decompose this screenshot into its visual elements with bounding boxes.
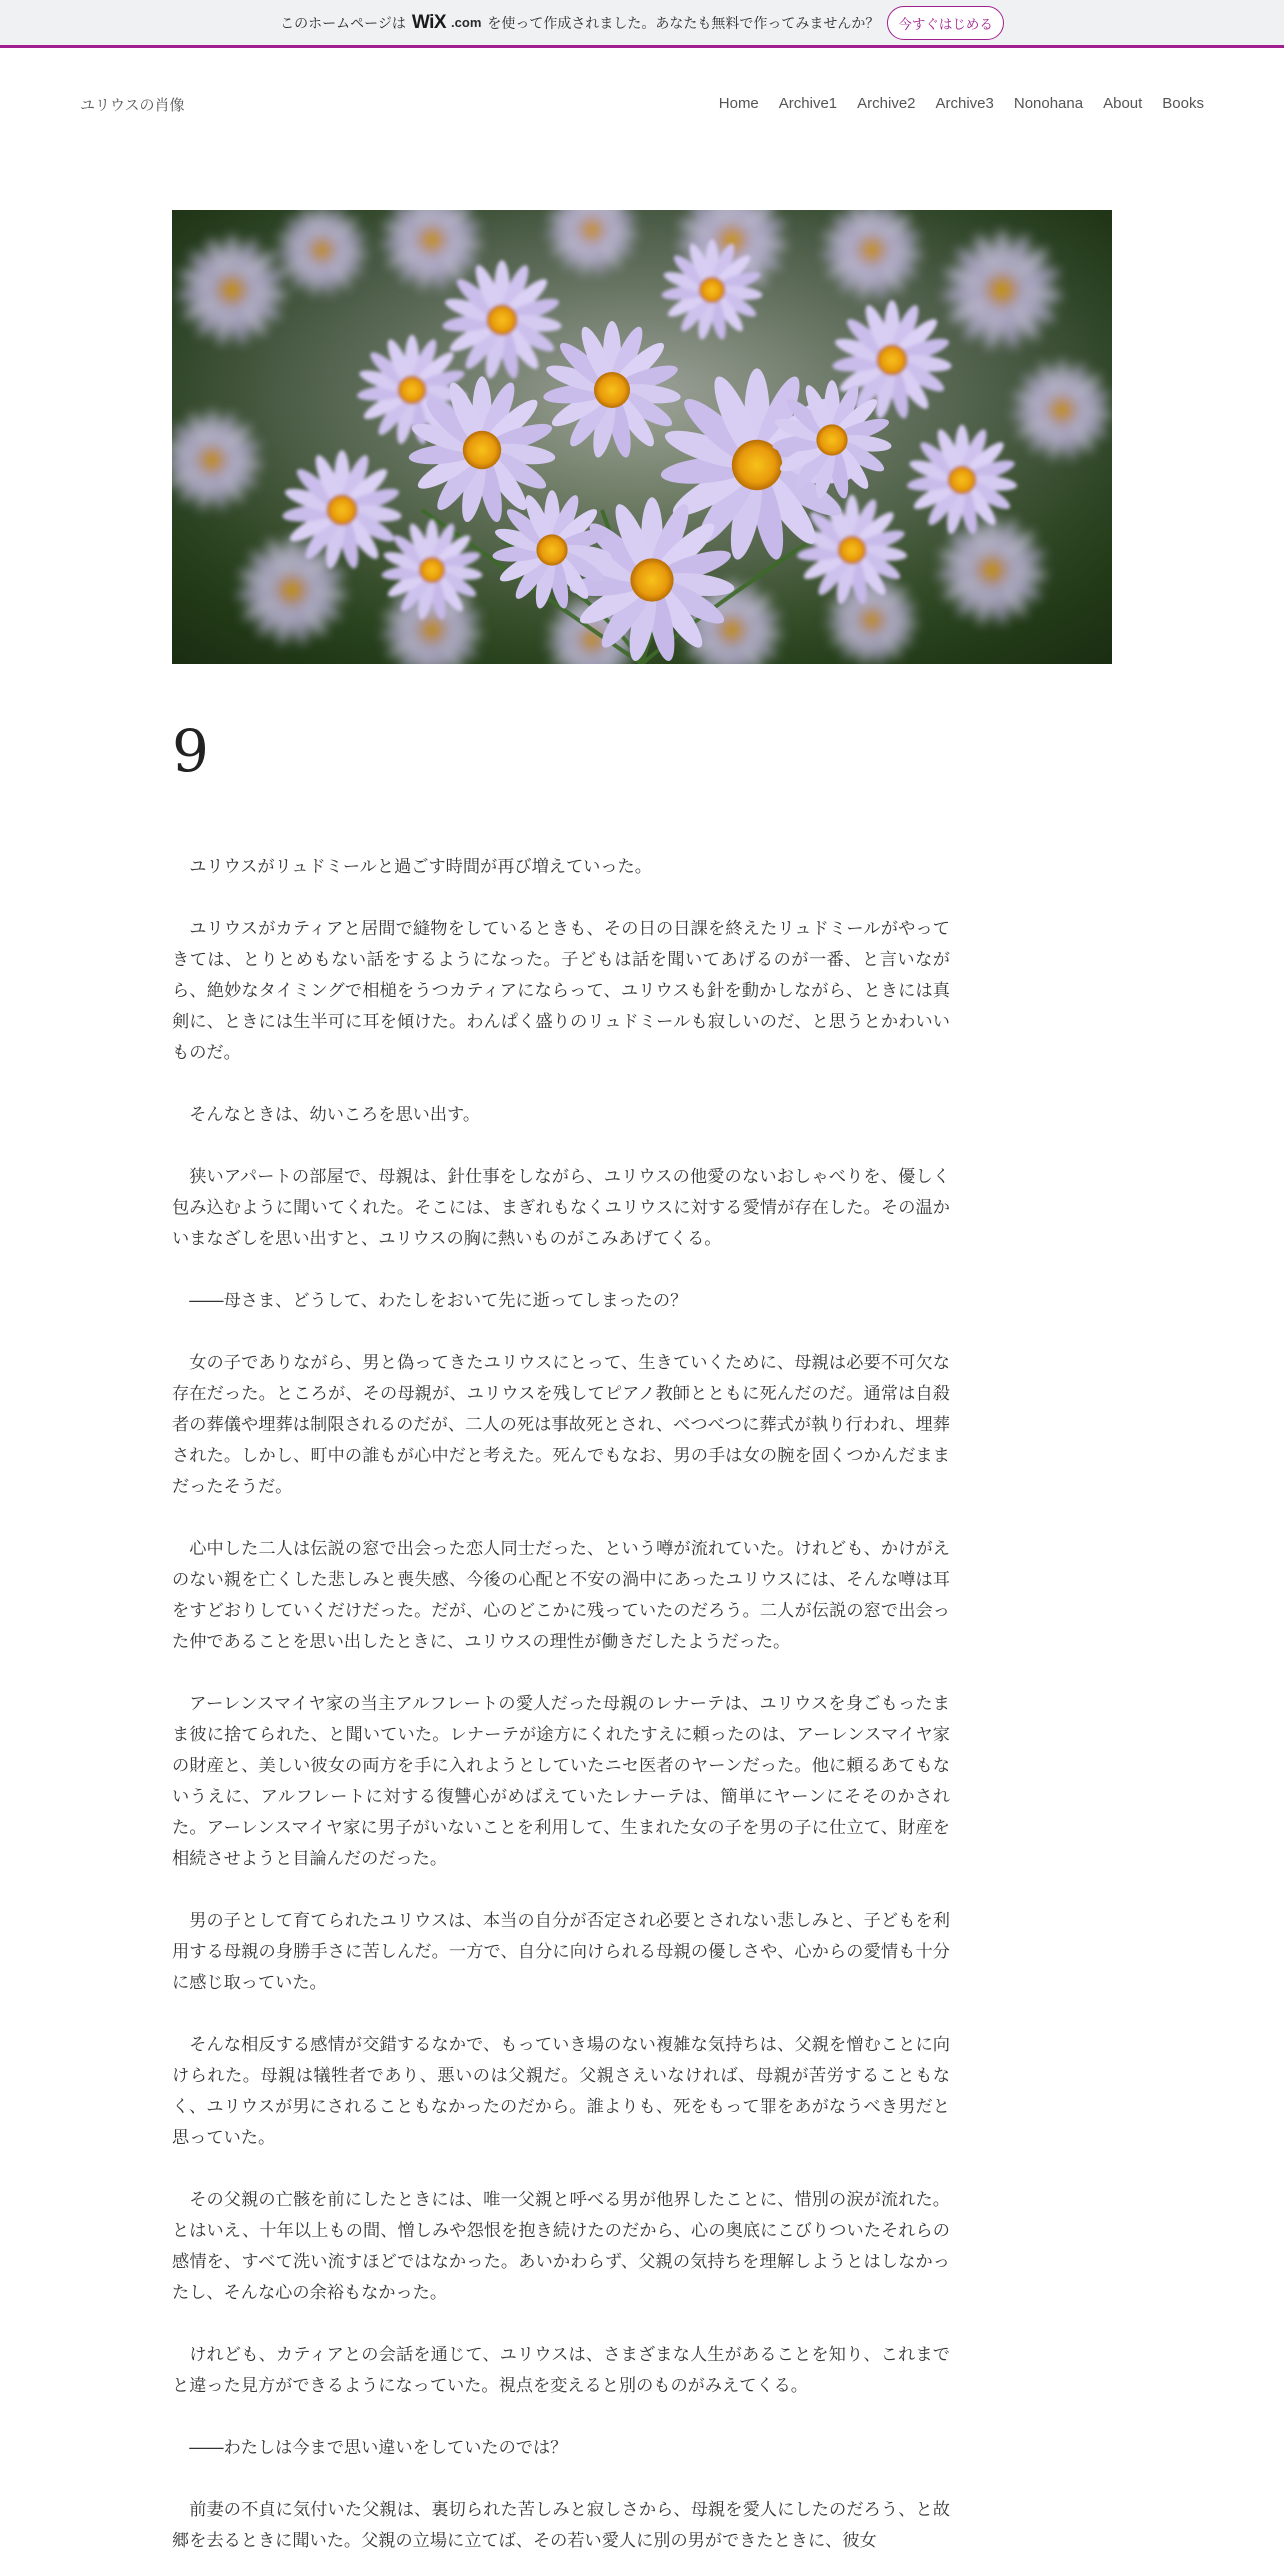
nav-item-about[interactable]: About: [1103, 95, 1143, 112]
paragraph: けれども、カティアとの会話を通じて、ユリウスは、さまざまな人生があることを知り、これまでと違った見方ができるようになっていた。視点を変えると別のものがみえてくる。: [172, 2345, 950, 2396]
paragraph: 心中した二人は伝説の窓で出会った恋人同士だった、という噂が流れていた。けれども、かけがえのない親を亡くした悲しみと喪失感、今後の心配と不安の渦中にあったユリウスには、そんな噂は耳をすどおりしていくだけだった。だが、心のどこかに残っていたのだろう。二人が伝説の窓で出会った仲であることを思い出したときに、ユリウスの理性が働きだしたようだった。: [172, 1539, 950, 1652]
paragraph: ――母さま、どうして、わたしをおいて先に逝ってしまったの？: [189, 1291, 688, 1311]
banner-post-text: を使って作成されました。あなたも無料で作ってみませんか？: [487, 15, 880, 32]
nav-item-home[interactable]: Home: [718, 95, 759, 112]
flower-illustration: [172, 210, 1112, 664]
article-body: [172, 852, 950, 2568]
paragraph: 前妻の不貞に気付いた父親は、裏切られた苦しみと寂しさから、母親を愛人にしたのだろう、と故郷を去るときに聞いた。父親の立場に立てば、その若い愛人に別の男ができたときに、彼女: [172, 2500, 950, 2551]
nav-item-archive1[interactable]: Archive1: [778, 95, 838, 112]
paragraph: アーレンスマイヤ家の当主アルフレートの愛人だった母親のレナーテは、ユリウスを身ごもったまま彼に捨てられた、と聞いていた。レナーテが途方にくれたすえに頼ったのは、アーレンスマイヤ家の財産と、美しい彼女の両方を手に入れようとしていたニセ医者のヤーンだった。他に頼るあてもないうえに、アルフレートに対する復讐心がめばえていたレナーテは、簡単にヤーンにそそのかされた。アーレンスマイヤ家に男子がいないことを利用して、生まれた女の子を男の子に仕立て、財産を相続させようと目論んだのだった。: [172, 1694, 950, 1869]
nav-item-archive2[interactable]: Archive2: [857, 95, 916, 112]
nav-item-books[interactable]: Books: [1162, 95, 1204, 112]
site-title[interactable]: ユリウスの肖像: [80, 96, 185, 114]
paragraph: 狭いアパートの部屋で、母親は、針仕事をしながら、ユリウスの他愛のないおしゃべりを、優しく包み込むように聞いてくれた。そこには、まぎれもなくユリウスに対する愛情が存在した。その温かいまなざしを思い出すと、ユリウスの胸に熱いものがこみあげてくる。: [172, 1167, 950, 1249]
wix-promo-banner: [0, 0, 1284, 48]
paragraph: そんな相反する感情が交錯するなかで、もっていき場のない複雑な気持ちは、父親を憎むことに向けられた。母親は犠牲者であり、悪いのは父親だ。父親さえいなければ、母親が苦労することもなく、ユリウスが男にされることもなかったのだから。誰よりも、死をもって罪をあがなうべき男だと思っていた。: [172, 2035, 950, 2148]
paragraph: ユリウスがリュドミールと過ごす時間が再び増えていった。: [189, 857, 652, 877]
hero-flower-image: [172, 210, 1112, 664]
start-now-button[interactable]: 今すぐはじめる: [887, 6, 1004, 40]
wix-logo: WiX: [411, 11, 447, 33]
paragraph: ユリウスがカティアと居間で縫物をしているときも、その日の日課を終えたリュドミールがやってきては、とりとめもない話をするようになった。子どもは話を聞いてあげるのが一番、と言いながら、絶妙なタイミングで相槌をうつカティアにならって、ユリウスも針を動かしながら、ときには真剣に、ときには生半可に耳を傾けた。わんぱく盛りのリュドミールも寂しいのだ、と思うとかわいいものだ。: [172, 919, 950, 1063]
paragraph: その父親の亡骸を前にしたときには、唯一父親と呼べる男が他界したことに、惜別の涙が流れた。とはいえ、十年以上もの間、憎しみや怨恨を抱き続けたのだから、心の奥底にこびりついたそれらの感情を、すべて洗い流すほどではなかった。あいかわらず、父親の気持ちを理解しようとはしなかったし、そんな心の余裕もなかった。: [172, 2190, 950, 2303]
banner-pre-text: このホームページは: [280, 15, 406, 32]
wix-logo-suffix: .com: [451, 15, 482, 30]
nav-item-nonohana[interactable]: Nonohana: [1013, 95, 1084, 112]
paragraph: 女の子でありながら、男と偽ってきたユリウスにとって、生きていくために、母親は必要不可欠な存在だった。ところが、その母親が、ユリウスを残してピアノ教師とともに死んだのだ。通常は自殺者の葬儀や埋葬は制限されるのだが、二人の死は事故死とされ、べつべつに葬式が執り行われ、埋葬された。しかし、町中の誰もが心中だと考えた。死んでもなお、男の手は女の腕を固くつかんだままだったそうだ。: [172, 1353, 950, 1497]
main-nav: [719, 95, 1204, 112]
chapter-title: 9: [172, 717, 209, 785]
nav-item-archive3[interactable]: Archive3: [935, 95, 994, 112]
paragraph: ――わたしは今まで思い違いをしていたのでは？: [189, 2438, 568, 2458]
paragraph: そんなときは、幼いころを思い出す。: [189, 1105, 481, 1125]
paragraph: 男の子として育てられたユリウスは、本当の自分が否定され必要とされない悲しみと、子どもを利用する母親の身勝手さに苦しんだ。一方で、自分に向けられる母親の優しさや、心からの愛情も十分に感じ取っていた。: [172, 1911, 950, 1993]
